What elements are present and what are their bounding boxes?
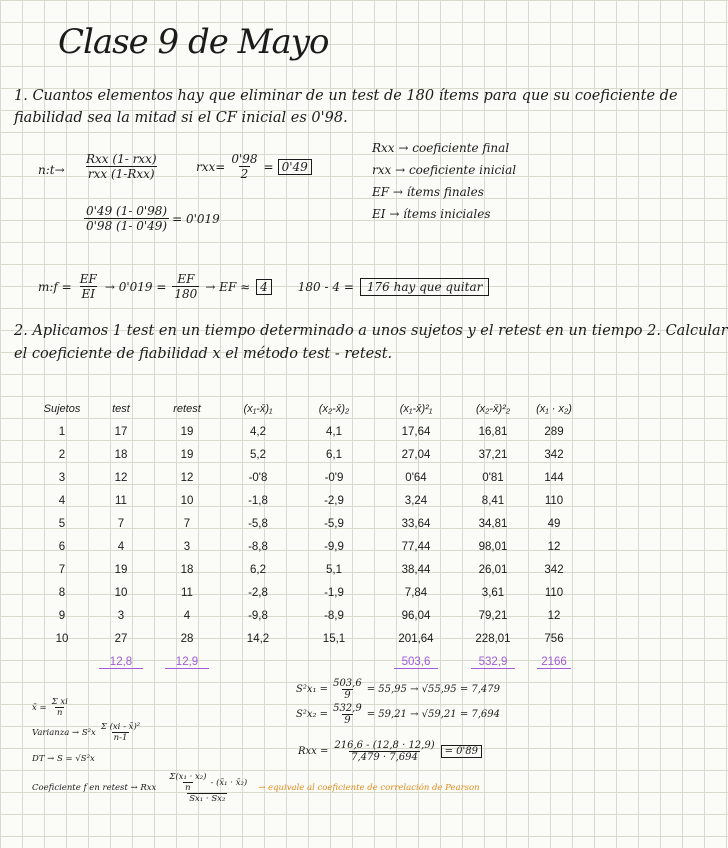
rxx-denominator: 2 bbox=[240, 167, 249, 181]
table-cell: 228,01 bbox=[475, 633, 511, 646]
variance-numerator: Σ (xi - x̄)² bbox=[100, 722, 141, 732]
n-calc-numerator: 0'49 (1- 0'98) bbox=[86, 204, 168, 218]
table-cell: 3,24 bbox=[404, 494, 428, 507]
table-cell: -8,9 bbox=[324, 610, 344, 623]
table-row bbox=[36, 512, 582, 535]
table-cell: 12 bbox=[180, 471, 194, 484]
n-calc-result: = 0'019 bbox=[172, 211, 220, 226]
table-cell: 4,2 bbox=[250, 425, 266, 438]
table-cell: 10 bbox=[180, 494, 194, 507]
table-cell: 7 bbox=[183, 518, 191, 531]
retest-coefficient-formula bbox=[32, 772, 480, 804]
table-cell: 5 bbox=[58, 518, 66, 531]
column-header: (x₂-x̄)²₂ bbox=[475, 402, 511, 415]
column-header: Sujetos bbox=[43, 402, 81, 415]
table-cell: 18 bbox=[180, 564, 194, 577]
total-cell bbox=[296, 651, 372, 674]
table-cell: -2,8 bbox=[248, 587, 268, 600]
table-cell: 37,21 bbox=[478, 448, 508, 461]
table-cell: 0'64 bbox=[405, 471, 427, 484]
table-cell: 289 bbox=[544, 425, 564, 438]
cf-n: n bbox=[185, 783, 191, 793]
legend-item: EI → ítems iniciales bbox=[372, 207, 491, 221]
legend-item: Rxx → coeficiente final bbox=[372, 141, 510, 155]
total-value: 12,9 bbox=[165, 656, 209, 669]
table-cell: 756 bbox=[544, 633, 564, 646]
rxx-numerator: 0'98 bbox=[231, 152, 258, 166]
table-cell: 8,41 bbox=[481, 494, 505, 507]
table-cell: 10 bbox=[55, 633, 69, 646]
table-cell: 38,44 bbox=[401, 564, 431, 577]
s1-numerator: 503,6 bbox=[333, 678, 362, 689]
cf-denominator: Sx₁ · Sx₂ bbox=[189, 794, 226, 804]
mean-numerator: Σ xi bbox=[51, 697, 68, 707]
n-calc-denominator: 0'98 (1- 0'49) bbox=[86, 219, 168, 233]
total-cell bbox=[36, 651, 88, 674]
total-cell bbox=[460, 651, 526, 674]
table-cell: 26,01 bbox=[478, 564, 508, 577]
table-cell: 11 bbox=[181, 587, 193, 600]
question-2-line-1: 2. Aplicamos 1 test en un tiempo determinado a unos sujetos y el retest en un tiempo 2. Calcular bbox=[14, 323, 728, 339]
cf-numerator bbox=[165, 772, 249, 793]
table-row bbox=[36, 466, 582, 489]
column-header: (x₁ · x₂) bbox=[536, 402, 572, 415]
table-cell: -5,9 bbox=[324, 518, 344, 531]
total-cell bbox=[220, 651, 296, 674]
table-cell: -0'8 bbox=[248, 471, 268, 484]
n-label: n:t→ bbox=[38, 163, 65, 177]
mf-label: m:f = bbox=[38, 279, 72, 294]
question-1-line-2: fiabilidad sea la mitad si el CF inicial es 0'98. bbox=[14, 110, 348, 126]
table-cell: -9,8 bbox=[248, 610, 268, 623]
data-table bbox=[36, 397, 582, 674]
table-cell: 110 bbox=[544, 494, 564, 507]
table-cell: 4,1 bbox=[326, 425, 342, 438]
rxx-final-result: = 0'89 bbox=[441, 745, 482, 758]
table-cell: 33,64 bbox=[401, 518, 431, 531]
s2-numerator: 532,9 bbox=[333, 703, 362, 714]
table-cell: -9,9 bbox=[324, 541, 344, 554]
table-cell: 12 bbox=[114, 471, 128, 484]
dt-formula: DT → S = √S²x bbox=[32, 754, 95, 764]
question-1-line-1: 1. Cuantos elementos hay que eliminar de un test de 180 ítems para que su coeficiente de bbox=[14, 88, 678, 104]
table-cell: 201,64 bbox=[398, 633, 434, 646]
rxx-calc: rxx= $\frac{0'98}{2}$ = 0'49 bbox=[196, 152, 312, 181]
table-cell: 6,2 bbox=[250, 564, 266, 577]
table-cell: 7,84 bbox=[404, 587, 428, 600]
legend-item: rxx → coeficiente inicial bbox=[372, 163, 517, 177]
ef-label: EF bbox=[79, 272, 97, 286]
table-cell: -1,8 bbox=[248, 494, 268, 507]
mf-step-1: → 0'019 = bbox=[104, 279, 167, 294]
total-cell bbox=[526, 651, 582, 674]
table-cell: 19 bbox=[180, 448, 194, 461]
total-value: 532,9 bbox=[471, 656, 515, 669]
table-cell: 12 bbox=[547, 610, 561, 623]
denominator-180: 180 bbox=[174, 287, 198, 301]
rxx-final-denominator: 7,479 · 7,694 bbox=[351, 752, 418, 763]
table-cell: 342 bbox=[544, 448, 564, 461]
table-cell: -0'9 bbox=[324, 471, 344, 484]
table-row bbox=[36, 489, 582, 512]
total-value: 2166 bbox=[537, 656, 571, 669]
s2-label: S²x₂ = bbox=[296, 709, 329, 720]
mean-label: x̄ = bbox=[32, 702, 47, 713]
total-cell bbox=[88, 651, 154, 674]
table-cell: 49 bbox=[547, 518, 561, 531]
table-cell: 0'81 bbox=[482, 471, 504, 484]
table-cell: 19 bbox=[180, 425, 194, 438]
table-cell: 98,01 bbox=[478, 541, 508, 554]
rxx-final-label: Rxx = bbox=[298, 746, 329, 757]
table-cell: 17 bbox=[114, 425, 128, 438]
column-header: (x₁-x̄)²₁ bbox=[399, 402, 433, 415]
table-row bbox=[36, 605, 582, 628]
table-cell: 79,21 bbox=[478, 610, 508, 623]
total-cell bbox=[154, 651, 220, 674]
s1-result: = 55,95 → √55,95 = 7,479 bbox=[366, 684, 501, 695]
table-cell: 19 bbox=[114, 564, 128, 577]
table-cell: 4 bbox=[58, 494, 66, 507]
table-cell: 14,2 bbox=[246, 633, 270, 646]
table-cell: 5,1 bbox=[326, 564, 342, 577]
cf-minus-term: - (x̄₁ · x̄₂) bbox=[210, 777, 248, 788]
table-cell: 3 bbox=[183, 541, 191, 554]
table-cell: 77,44 bbox=[401, 541, 431, 554]
table-cell: 16,81 bbox=[478, 425, 508, 438]
mean-denominator: n bbox=[57, 708, 63, 718]
column-header: (x₁-x̄)₁ bbox=[243, 402, 273, 415]
variance-2 bbox=[296, 703, 500, 726]
table-row bbox=[36, 628, 582, 651]
table-cell: 96,04 bbox=[401, 610, 431, 623]
table-cell: 3,61 bbox=[481, 587, 505, 600]
s2-result: = 59,21 → √59,21 = 7,694 bbox=[366, 709, 501, 720]
column-header: test bbox=[112, 402, 130, 415]
total-value: 503,6 bbox=[394, 656, 438, 669]
n-formula bbox=[84, 152, 159, 181]
question-2-line-2: el coeficiente de fiabilidad x el método test - retest. bbox=[14, 346, 393, 362]
table-cell: 144 bbox=[544, 471, 564, 484]
table-cell: 11 bbox=[115, 494, 127, 507]
table-body bbox=[36, 420, 582, 651]
table-cell: 1 bbox=[58, 425, 66, 438]
table-cell: 4 bbox=[117, 541, 125, 554]
table-cell: 27,04 bbox=[401, 448, 431, 461]
table-row bbox=[36, 536, 582, 559]
table-cell: 10 bbox=[114, 587, 128, 600]
table-cell: 8 bbox=[58, 587, 66, 600]
pearson-note: → equivale al coeficiente de correlación de Pearson bbox=[258, 783, 480, 793]
n-calc bbox=[84, 204, 220, 233]
page-title: Clase 9 de Mayo bbox=[58, 22, 329, 62]
variance-label: Varianza → S²x bbox=[32, 727, 96, 738]
total-value: 12,8 bbox=[99, 656, 143, 669]
table-cell: -2,9 bbox=[324, 494, 344, 507]
table-cell: 6 bbox=[58, 541, 66, 554]
variance-formula bbox=[32, 722, 142, 743]
subtraction: 180 - 4 = bbox=[297, 279, 354, 294]
ef-result: 4 bbox=[256, 279, 272, 295]
table-cell: 28 bbox=[180, 633, 194, 646]
legend-item: EF → ítems finales bbox=[372, 185, 484, 199]
table-cell: 7 bbox=[117, 518, 125, 531]
table-row bbox=[36, 443, 582, 466]
table-cell: 27 bbox=[114, 633, 128, 646]
legend bbox=[372, 137, 516, 225]
table-cell: 6,1 bbox=[326, 448, 342, 461]
table-cell: 18 bbox=[114, 448, 128, 461]
s2-denominator: 9 bbox=[344, 715, 351, 726]
table-cell: 7 bbox=[58, 564, 66, 577]
rxx-result: 0'49 bbox=[278, 159, 312, 175]
cf-label: Coeficiente f en retest → Rxx bbox=[32, 783, 157, 793]
variance-1 bbox=[296, 678, 500, 701]
table-totals-row bbox=[36, 651, 582, 674]
table-row bbox=[36, 559, 582, 582]
rxx-final bbox=[298, 740, 482, 763]
variance-denominator: n-1 bbox=[113, 733, 128, 743]
table-cell: 3 bbox=[117, 610, 125, 623]
mf-step-2: → EF ≈ bbox=[205, 279, 251, 294]
table-cell: 12 bbox=[547, 541, 561, 554]
table-cell: -5,8 bbox=[248, 518, 268, 531]
table-row bbox=[36, 582, 582, 605]
table-header-row bbox=[36, 397, 582, 420]
table-cell: 5,2 bbox=[250, 448, 266, 461]
s1-denominator: 9 bbox=[344, 690, 351, 701]
table-cell: 34,81 bbox=[478, 518, 508, 531]
ei-label: EI bbox=[81, 287, 96, 301]
mean-formula bbox=[32, 697, 70, 718]
mf-line bbox=[38, 272, 489, 301]
column-header: (x₂-x̄)₂ bbox=[318, 402, 350, 415]
table-cell: 2 bbox=[58, 448, 66, 461]
column-header: retest bbox=[173, 402, 201, 415]
cf-sum: Σ(x₁ · x₂) bbox=[169, 772, 207, 782]
n-formula-numerator: Rxx (1- rxx) bbox=[86, 152, 157, 166]
table-cell: 4 bbox=[183, 610, 191, 623]
table-cell: -1,9 bbox=[324, 587, 344, 600]
ef-label-2: EF bbox=[177, 272, 195, 286]
table-cell: 15,1 bbox=[322, 633, 346, 646]
final-answer: 176 hay que quitar bbox=[360, 278, 489, 296]
table-cell: 110 bbox=[544, 587, 564, 600]
rxx-label: rxx= bbox=[196, 159, 226, 174]
table-cell: 3 bbox=[58, 471, 66, 484]
table-cell: 17,64 bbox=[401, 425, 431, 438]
table-cell: 9 bbox=[58, 610, 66, 623]
table-row bbox=[36, 420, 582, 443]
s1-label: S²x₁ = bbox=[296, 684, 329, 695]
n-formula-denominator: rxx (1-Rxx) bbox=[87, 167, 155, 181]
total-cell bbox=[372, 651, 460, 674]
table-cell: -8,8 bbox=[248, 541, 268, 554]
rxx-final-numerator: 216,6 - (12,8 · 12,9) bbox=[334, 740, 435, 751]
table-cell: 342 bbox=[544, 564, 564, 577]
